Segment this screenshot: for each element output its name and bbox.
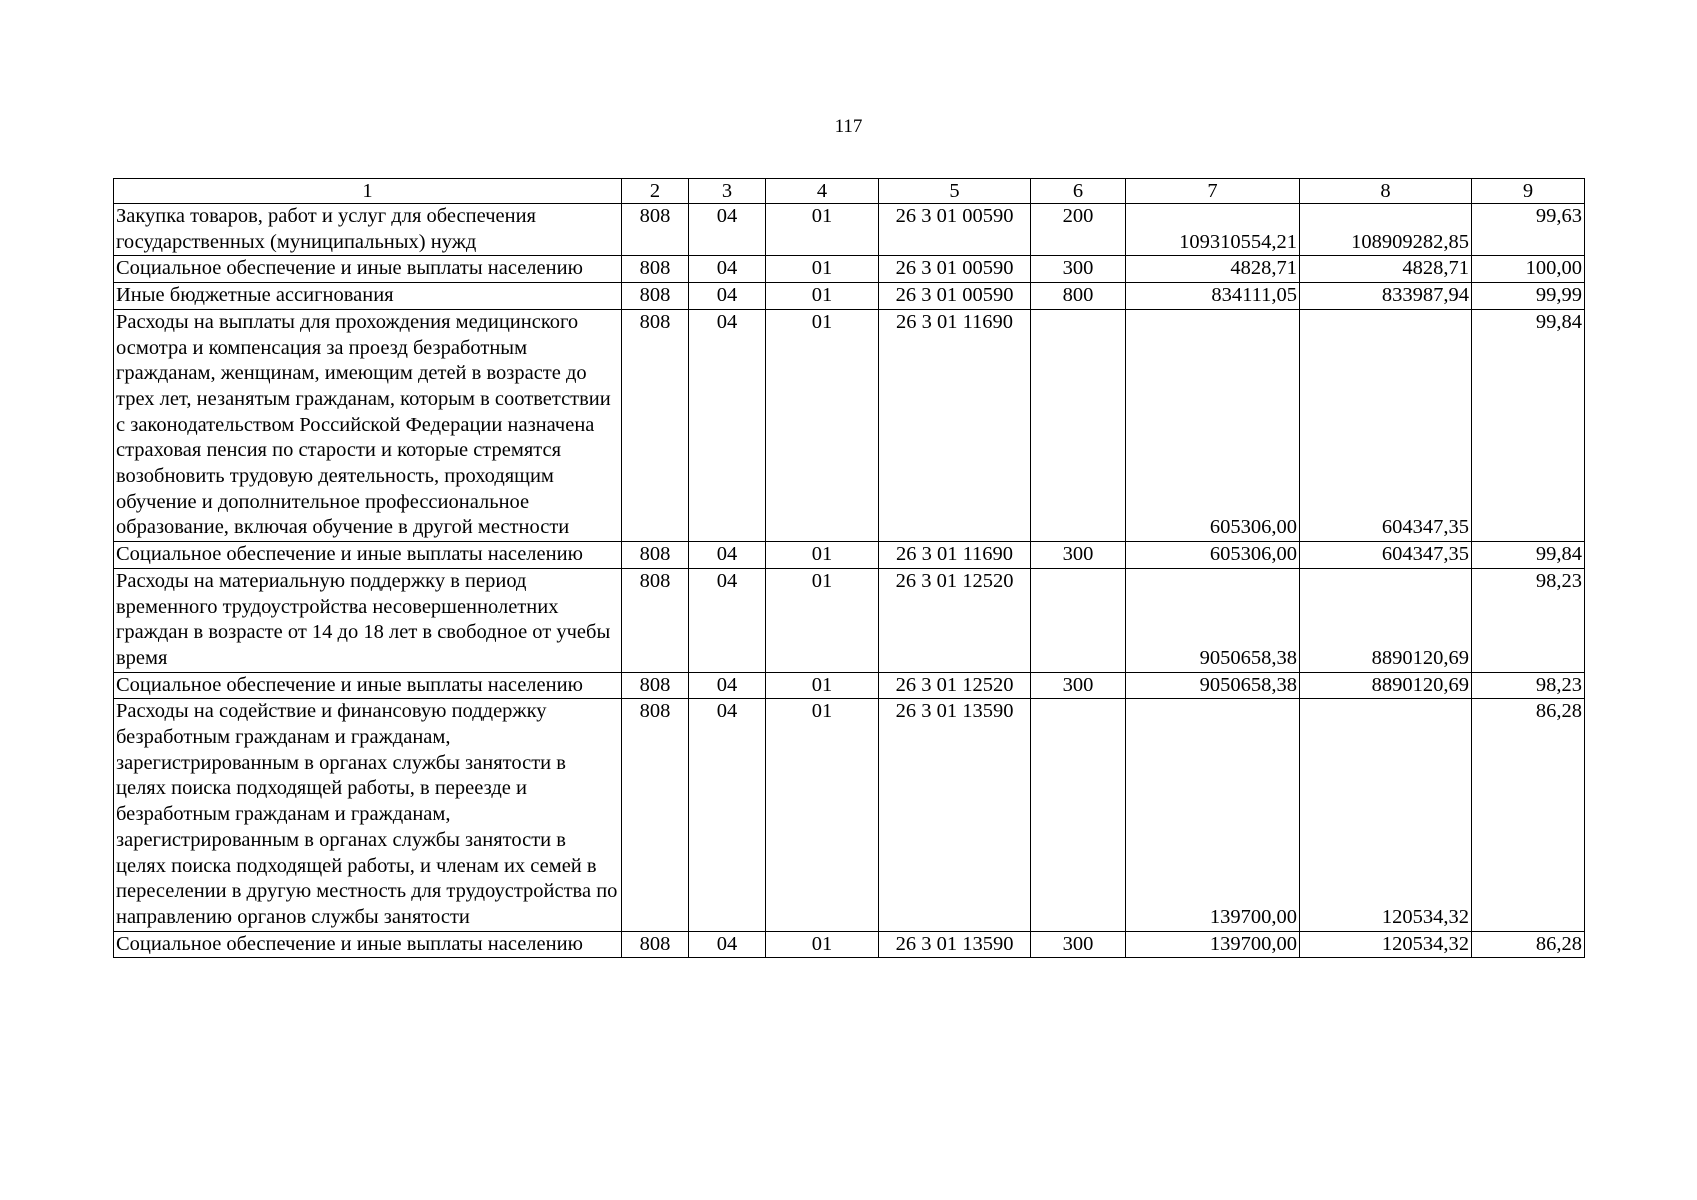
expense-type-code: 300: [1031, 931, 1126, 958]
target-article-code: 26 3 01 00590: [879, 256, 1031, 283]
table-row: [114, 204, 1585, 256]
executed-amount: 8890120,69: [1300, 672, 1472, 699]
header-col-5: 5: [879, 179, 1031, 204]
executed-amount: 108909282,85: [1300, 204, 1472, 256]
section-code: 04: [689, 283, 766, 310]
table-row: [114, 699, 1585, 931]
expense-name: Расходы на содействие и финансовую поддержку безработным гражданам и гражданам, зарегистрированным в органах службы занятости в целях поиска подходящей работы, в переезде и безработным гражданам и гражданам, зарегистрированным в органах службы занятости в целях поиска подходящей работы, и членам их семей в переселении в другую местность для трудоустройства по направлению органов службы занятости: [114, 699, 622, 931]
table-row: [114, 931, 1585, 958]
target-article-code: 26 3 01 13590: [879, 931, 1031, 958]
header-col-6: 6: [1031, 179, 1126, 204]
ministry-code: 808: [622, 256, 689, 283]
expense-name: Закупка товаров, работ и услуг для обеспечения государственных (муниципальных) нужд: [114, 204, 622, 256]
header-row: [114, 179, 1585, 204]
planned-amount: 139700,00: [1126, 699, 1300, 931]
executed-amount: 8890120,69: [1300, 568, 1472, 672]
section-code: 04: [689, 542, 766, 569]
subsection-code: 01: [766, 931, 879, 958]
section-code: 04: [689, 699, 766, 931]
execution-percent: 98,23: [1472, 672, 1585, 699]
ministry-code: 808: [622, 931, 689, 958]
subsection-code: 01: [766, 699, 879, 931]
section-code: 04: [689, 256, 766, 283]
execution-percent: 86,28: [1472, 699, 1585, 931]
planned-amount: 4828,71: [1126, 256, 1300, 283]
budget-table: [113, 178, 1585, 958]
execution-percent: 98,23: [1472, 568, 1585, 672]
expense-name: Расходы на материальную поддержку в период временного трудоустройства несовершеннолетних граждан в возрасте от 14 до 18 лет в свободное от учебы время: [114, 568, 622, 672]
expense-name: Иные бюджетные ассигнования: [114, 283, 622, 310]
ministry-code: 808: [622, 568, 689, 672]
executed-amount: 120534,32: [1300, 699, 1472, 931]
target-article-code: 26 3 01 00590: [879, 283, 1031, 310]
expense-name: Расходы на выплаты для прохождения медицинского осмотра и компенсация за проезд безработным гражданам, женщинам, имеющим детей в возрасте до трех лет, незанятым гражданам, которым в соответствии с законодательством Российской Федерации назначена страховая пенсия по старости и которые стремятся возобновить трудовую деятельность, проходящим обучение и дополнительное профессиональное образование, включая обучение в другой местности: [114, 309, 622, 541]
planned-amount: 139700,00: [1126, 931, 1300, 958]
executed-amount: 604347,35: [1300, 309, 1472, 541]
execution-percent: 100,00: [1472, 256, 1585, 283]
expense-type-code: [1031, 309, 1126, 541]
table-row: [114, 672, 1585, 699]
executed-amount: 604347,35: [1300, 542, 1472, 569]
expense-type-code: 300: [1031, 672, 1126, 699]
expense-name: Социальное обеспечение и иные выплаты населению: [114, 931, 622, 958]
planned-amount: 9050658,38: [1126, 568, 1300, 672]
planned-amount: 834111,05: [1126, 283, 1300, 310]
expense-type-code: 800: [1031, 283, 1126, 310]
planned-amount: 605306,00: [1126, 542, 1300, 569]
executed-amount: 833987,94: [1300, 283, 1472, 310]
header-col-1: 1: [114, 179, 622, 204]
target-article-code: 26 3 01 00590: [879, 204, 1031, 256]
target-article-code: 26 3 01 13590: [879, 699, 1031, 931]
section-code: 04: [689, 204, 766, 256]
table-row: [114, 542, 1585, 569]
expense-type-code: [1031, 568, 1126, 672]
expense-name: Социальное обеспечение и иные выплаты населению: [114, 256, 622, 283]
header-col-8: 8: [1300, 179, 1472, 204]
table-row: [114, 283, 1585, 310]
header-col-2: 2: [622, 179, 689, 204]
subsection-code: 01: [766, 283, 879, 310]
subsection-code: 01: [766, 309, 879, 541]
target-article-code: 26 3 01 11690: [879, 542, 1031, 569]
expense-type-code: 300: [1031, 542, 1126, 569]
executed-amount: 120534,32: [1300, 931, 1472, 958]
ministry-code: 808: [622, 542, 689, 569]
section-code: 04: [689, 931, 766, 958]
target-article-code: 26 3 01 12520: [879, 672, 1031, 699]
execution-percent: 99,84: [1472, 309, 1585, 541]
subsection-code: 01: [766, 568, 879, 672]
ministry-code: 808: [622, 204, 689, 256]
subsection-code: 01: [766, 672, 879, 699]
execution-percent: 99,63: [1472, 204, 1585, 256]
header-col-9: 9: [1472, 179, 1585, 204]
executed-amount: 4828,71: [1300, 256, 1472, 283]
planned-amount: 605306,00: [1126, 309, 1300, 541]
section-code: 04: [689, 309, 766, 541]
ministry-code: 808: [622, 672, 689, 699]
header-col-7: 7: [1126, 179, 1300, 204]
page-number: 117: [834, 116, 863, 137]
section-code: 04: [689, 568, 766, 672]
table-row: [114, 309, 1585, 541]
target-article-code: 26 3 01 12520: [879, 568, 1031, 672]
table-row: [114, 568, 1585, 672]
expense-type-code: 200: [1031, 204, 1126, 256]
execution-percent: 99,99: [1472, 283, 1585, 310]
expense-name: Социальное обеспечение и иные выплаты населению: [114, 672, 622, 699]
header-col-3: 3: [689, 179, 766, 204]
expense-name: Социальное обеспечение и иные выплаты населению: [114, 542, 622, 569]
section-code: 04: [689, 672, 766, 699]
ministry-code: 808: [622, 309, 689, 541]
table-row: [114, 256, 1585, 283]
planned-amount: 9050658,38: [1126, 672, 1300, 699]
execution-percent: 86,28: [1472, 931, 1585, 958]
subsection-code: 01: [766, 204, 879, 256]
execution-percent: 99,84: [1472, 542, 1585, 569]
subsection-code: 01: [766, 542, 879, 569]
subsection-code: 01: [766, 256, 879, 283]
expense-type-code: [1031, 699, 1126, 931]
ministry-code: 808: [622, 283, 689, 310]
target-article-code: 26 3 01 11690: [879, 309, 1031, 541]
expense-type-code: 300: [1031, 256, 1126, 283]
planned-amount: 109310554,21: [1126, 204, 1300, 256]
ministry-code: 808: [622, 699, 689, 931]
header-col-4: 4: [766, 179, 879, 204]
